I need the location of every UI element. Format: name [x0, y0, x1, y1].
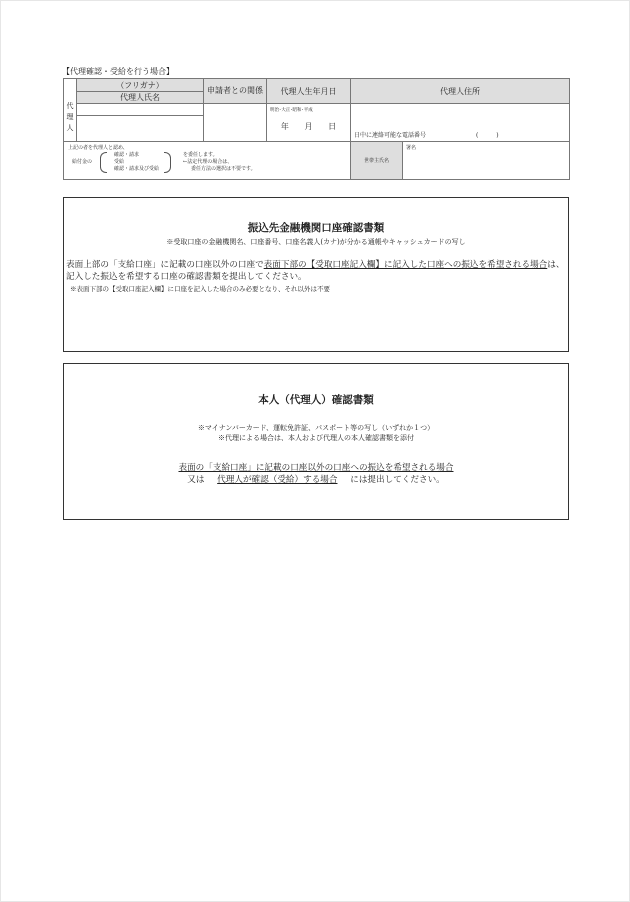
birthdate-header: 代理人生年月日	[267, 79, 351, 104]
side-label-char: 代	[66, 101, 74, 110]
day-label: 日	[328, 122, 337, 131]
name-input[interactable]	[77, 116, 204, 142]
consent-option-both[interactable]: 確認・請求及び受給	[114, 166, 160, 172]
consent-options	[100, 152, 171, 173]
consent-note1: ←法定代理の場合は、	[183, 159, 233, 165]
signature-label: 署名	[406, 145, 417, 151]
proxy-info-table	[63, 78, 570, 180]
id-docs-title: 本人（代理人）確認書類	[258, 394, 374, 406]
id-docs-line2	[64, 474, 568, 486]
month-label: 月	[304, 122, 313, 131]
consent-block	[64, 142, 351, 180]
id-docs-box	[63, 363, 569, 520]
id-docs-note2: ※代理による場合は、本人および代理人の本人確認書類を添付	[218, 434, 414, 442]
consent-note2: 委任方法の選択は不要です。	[191, 166, 256, 172]
proxy-section-heading: 【代理確認・受給を行う場合】	[62, 67, 174, 76]
era-options: 明治･大正･昭和･平成	[270, 108, 313, 113]
id-docs-line2-prefix: 又は	[187, 475, 205, 485]
id-docs-line2-suffix: には提出してください。	[350, 475, 445, 485]
furigana-header: （フリガナ）	[77, 79, 204, 92]
signature-field[interactable]	[403, 142, 570, 180]
id-docs-line1	[64, 462, 568, 474]
phone-label: 日中に連絡可能な電話番号	[354, 132, 427, 139]
name-header: 代理人氏名	[77, 92, 204, 104]
side-label-char: 理	[66, 112, 74, 121]
bank-docs-title: 振込先金融機関口座確認書類	[247, 222, 385, 234]
consent-option-confirm-claim[interactable]: 確認・請求	[114, 152, 140, 158]
birthdate-input[interactable]	[267, 104, 351, 142]
householder-label: 世帯主氏名	[351, 142, 403, 180]
id-docs-line1-underlined: 表面の「支給口座」に記載の口座以外の口座への振込を希望される場合	[178, 463, 454, 473]
side-label-char: 人	[66, 123, 74, 132]
id-docs-line2-underlined: 代理人が確認（受給）する場合	[217, 475, 338, 485]
bank-docs-body-part3: は、記入した振込を希望する口座の確認書類を提出してください。	[66, 260, 565, 282]
year-label: 年	[280, 122, 289, 131]
bank-docs-note: ※受取口座の金融機関名、口座番号、口座名義人(カナ)が分かる通帳やキャッシュカードの写し	[166, 238, 466, 246]
bank-docs-box	[63, 197, 569, 352]
address-header: 代理人住所	[351, 79, 570, 104]
address-input[interactable]	[351, 104, 570, 142]
relation-header	[204, 79, 267, 104]
bank-docs-body	[64, 259, 568, 283]
bank-docs-footnote: ※表面下部の【受取口座記入欄】に口座を記入した場合のみ必要となり、それ以外は不要	[70, 285, 330, 293]
consent-suffix: を委任します。	[183, 152, 218, 158]
proxy-side-label	[64, 79, 77, 142]
phone-parens[interactable]: ( )	[475, 132, 499, 139]
bank-docs-body-part1: 表面上部の「支給口座」に記載の口座以外の口座で	[66, 260, 264, 270]
consent-line1: 上記の者を代理人と認め、	[68, 145, 128, 151]
id-docs-note1: ※マイナンバーカード、運転免許証、パスポート等の写し（いずれか１つ）	[197, 424, 435, 432]
bank-docs-body-underlined: 表面下部の【受取口座記入欄】に記入した口座への振込を希望される場合	[263, 260, 548, 270]
furigana-input[interactable]	[77, 104, 204, 116]
consent-option-receive[interactable]: 受給	[114, 159, 125, 165]
relation-input[interactable]	[204, 104, 267, 142]
consent-prefix: 給付金の	[72, 159, 93, 165]
relation-header-text: 申請者との関係	[207, 86, 263, 95]
